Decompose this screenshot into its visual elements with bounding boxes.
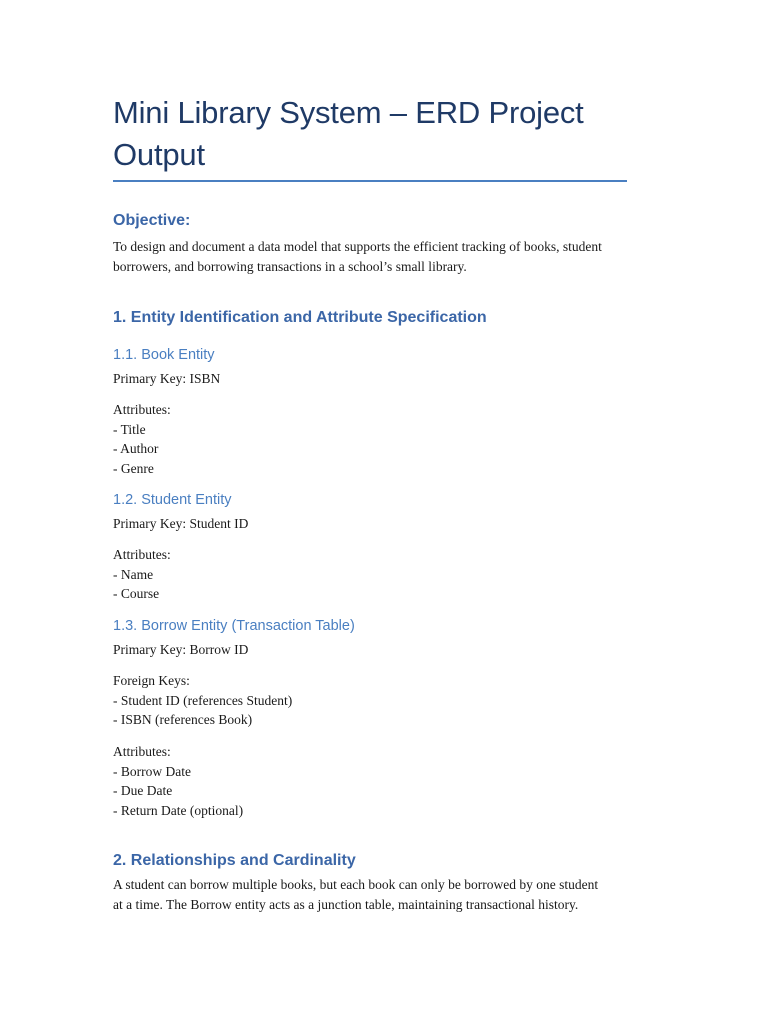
attribute-item: - Name	[113, 566, 154, 582]
student-attributes	[113, 545, 171, 604]
relationships-text	[113, 875, 598, 914]
document-title: Mini Library System – ERD Project Output	[113, 95, 584, 172]
attributes-label: Attributes:	[113, 402, 171, 417]
section-2-heading: 2. Relationships and Cardinality	[113, 852, 356, 869]
student-entity-heading: 1.2. Student Entity	[113, 492, 232, 508]
borrow-entity-heading: 1.3. Borrow Entity (Transaction Table)	[113, 618, 355, 634]
foreign-keys-label: Foreign Keys:	[113, 673, 190, 688]
attribute-item: - Due Date	[113, 783, 173, 798]
borrow-attributes	[113, 742, 243, 820]
book-primary-key: Primary Key: ISBN	[113, 371, 221, 386]
foreign-key-item: - Student ID (references Student)	[113, 692, 293, 708]
borrow-foreign-keys	[113, 671, 292, 730]
attribute-item: - Borrow Date	[113, 763, 191, 779]
attribute-item: - Title	[113, 421, 146, 437]
book-entity-heading: 1.1. Book Entity	[113, 347, 215, 363]
objective-text	[113, 237, 602, 276]
foreign-key-item: - ISBN (references Book)	[113, 712, 253, 727]
borrow-primary-key: Primary Key: Borrow ID	[113, 642, 249, 657]
title-underline	[113, 180, 627, 182]
student-primary-key: Primary Key: Student ID	[113, 516, 249, 531]
document-page	[113, 92, 633, 912]
attribute-item: - Author	[113, 441, 159, 456]
attributes-label: Attributes:	[113, 547, 171, 562]
attribute-item: - Return Date (optional)	[113, 802, 244, 818]
book-attributes	[113, 400, 171, 478]
section-1-heading: 1. Entity Identification and Attribute Specification	[113, 309, 487, 326]
objective-heading: Objective:	[113, 212, 191, 229]
attribute-item: - Genre	[113, 460, 154, 476]
relationships-text-line: A student can borrow multiple books, but each book can only be borrowed by one student	[113, 877, 599, 892]
relationships-text-line: at a time. The Borrow entity acts as a junction table, maintaining transactional history.	[113, 896, 579, 912]
objective-text-line: borrowers, and borrowing transactions in a school’s small library.	[113, 258, 467, 274]
attribute-item: - Course	[113, 586, 160, 601]
attributes-label: Attributes:	[113, 744, 171, 759]
objective-text-line: To design and document a data model that supports the efficient tracking of books, student	[113, 239, 602, 254]
